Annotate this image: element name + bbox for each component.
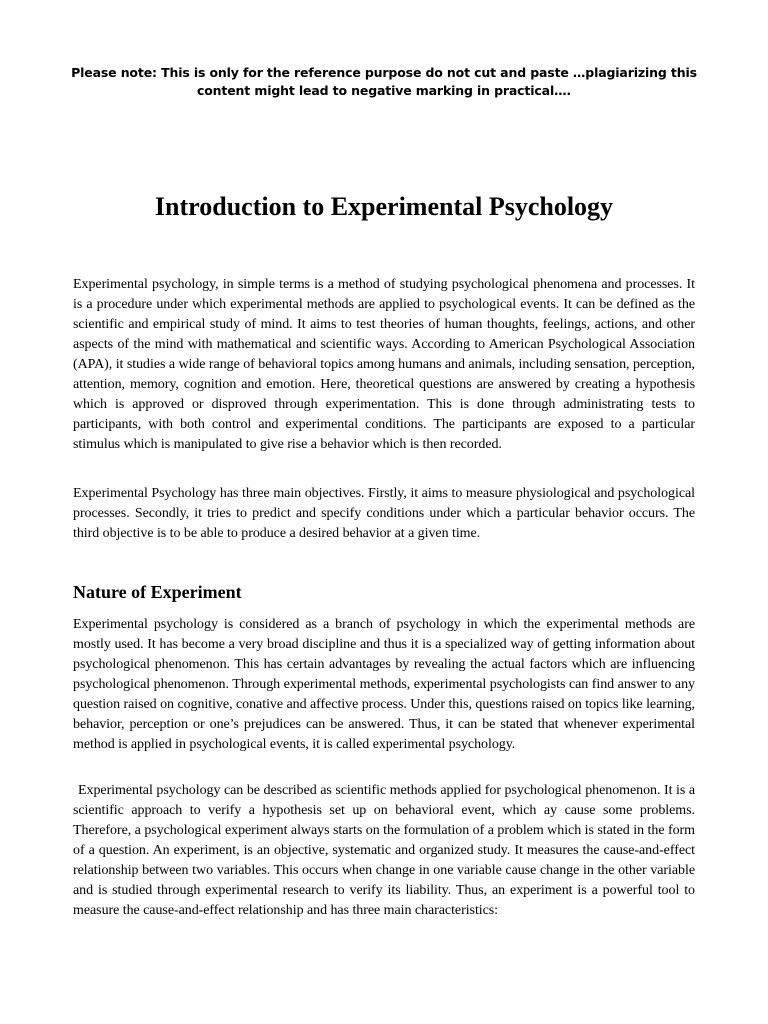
section-paragraph-1: Experimental psychology is considered as a branch of psychology in which the experimental methods are mostly used. It has become a very broad discipline and thus it is a specialized way of getting information about psychological phenomenon. This has certain advantages by revealing the actual factors which are influencing psychological phenomenon. Through experimental methods, experimental psychologists can find answer to any question raised on cognitive, conative and affective process. Under this, questions raised on topics like learning, behavior, perception or one’s prejudices can be answered. Thus, it can be stated that whenever experimental method is applied in psychological events, it is called experimental psychology. [73, 617, 695, 752]
intro-paragraph-1: Experimental psychology, in simple terms is a method of studying psychological phenomena and processes. It is a procedure under which experimental methods are applied to psychological events. It can be defined as the scientific and empirical study of mind. It aims to test theories of human thoughts, feelings, actions, and other aspects of the mind with mathematical and scientific ways. According to American Psychological Association (APA), it studies a wide range of behavioral topics among humans and animals, including sensation, perception, attention, memory, cognition and emotion. Here, theoretical questions are answered by creating a hypothesis which is approved or disproved through experimentation. This is done through administrating tests to participants, with both control and experimental conditions. The participants are exposed to a particular stimulus which is manipulated to give rise a behavior which is then recorded. [73, 277, 695, 452]
section-paragraph-2: Experimental psychology can be described as scientific methods applied for psychological phenomenon. It is a scientific approach to verify a hypothesis set up on behavioral event, which ay cause some problems. Therefore, a psychological experiment always starts on the formulation of a problem which is stated in the form of a question. An experiment, is an objective, systematic and organized study. It measures the cause-and-effect relationship between two variables. This occurs when change in one variable cause change in the other variable and is studied through experimental research to verify its liability. Thus, an experiment is a powerful tool to measure the cause-and-effect relationship and has three main characteristics: [73, 783, 695, 918]
document-title: Introduction to Experimental Psychology [154, 192, 614, 221]
reference-notice: Please note: This is only for the reference purpose do not cut and paste …plagiarizing this content might lead to negative marking in practical…. [71, 65, 697, 98]
section-heading: Nature of Experiment [73, 582, 242, 602]
intro-paragraph-2: Experimental Psychology has three main objectives. Firstly, it aims to measure physiological and psychological processes. Secondly, it tries to predict and specify conditions under which a particular behavior occurs. The third objective is to be able to produce a desired behavior at a given time. [73, 486, 695, 541]
